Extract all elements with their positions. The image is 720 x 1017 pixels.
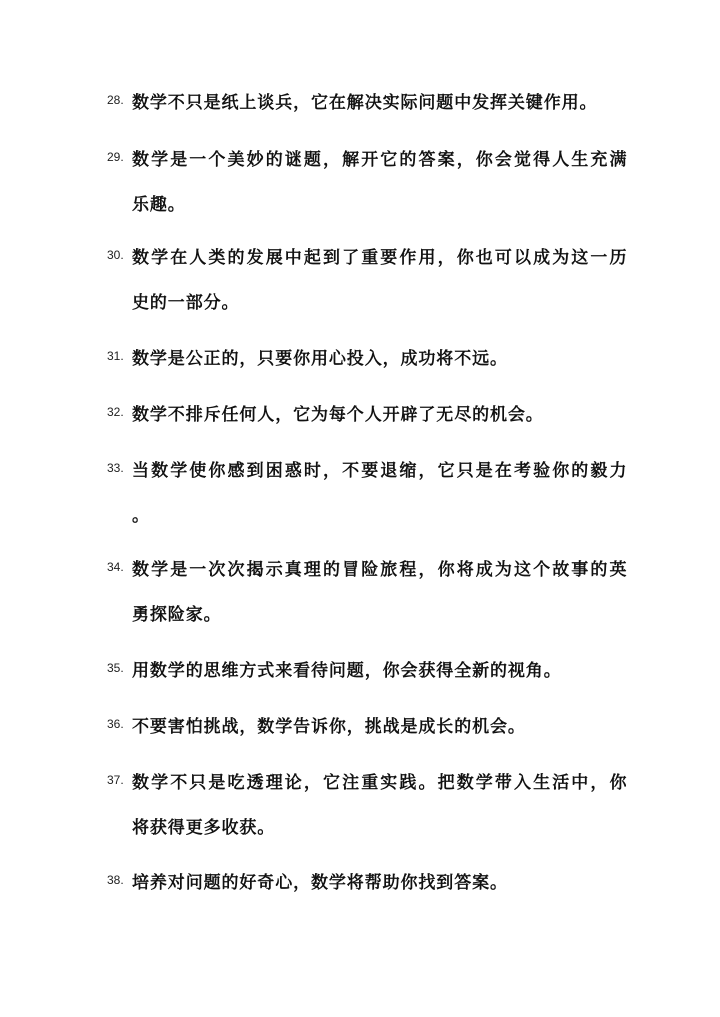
item-number: 35. bbox=[107, 661, 124, 675]
item-text-continued: 乐趣。 bbox=[132, 195, 186, 215]
item-text: 不要害怕挑战，数学告诉你，挑战是成长的机会。 bbox=[132, 717, 526, 737]
item-text: 数学是一次次揭示真理的冒险旅程，你将成为这个故事的英 bbox=[132, 560, 629, 580]
item-text: 当数学使你感到困惑时，不要退缩，它只是在考验你的毅力 bbox=[132, 461, 629, 481]
item-number: 28. bbox=[107, 93, 124, 107]
item-text-continued: 史的一部分。 bbox=[132, 293, 240, 313]
item-text: 数学在人类的发展中起到了重要作用，你也可以成为这一历 bbox=[132, 248, 629, 268]
item-text: 数学不只是吃透理论，它注重实践。把数学带入生活中，你 bbox=[132, 773, 629, 793]
item-text: 数学不只是纸上谈兵，它在解决实际问题中发挥关键作用。 bbox=[132, 93, 598, 113]
item-number: 30. bbox=[107, 248, 124, 262]
item-number: 29. bbox=[107, 150, 124, 164]
item-number: 31. bbox=[107, 349, 124, 363]
item-number: 32. bbox=[107, 405, 124, 419]
item-text-continued: 将获得更多收获。 bbox=[132, 818, 276, 838]
item-number: 34. bbox=[107, 560, 124, 574]
item-text: 用数学的思维方式来看待问题，你会获得全新的视角。 bbox=[132, 661, 562, 681]
item-text-continued: 勇探险家。 bbox=[132, 605, 222, 625]
item-text-continued: 。 bbox=[132, 506, 150, 526]
item-number: 36. bbox=[107, 717, 124, 731]
item-number: 37. bbox=[107, 773, 124, 787]
item-number: 38. bbox=[107, 873, 124, 887]
item-text: 数学是公正的，只要你用心投入，成功将不远。 bbox=[132, 349, 508, 369]
item-text: 数学不排斥任何人，它为每个人开辟了无尽的机会。 bbox=[132, 405, 544, 425]
item-text: 培养对问题的好奇心，数学将帮助你找到答案。 bbox=[132, 873, 508, 893]
item-text: 数学是一个美妙的谜题，解开它的答案，你会觉得人生充满 bbox=[132, 150, 629, 170]
item-number: 33. bbox=[107, 461, 124, 475]
